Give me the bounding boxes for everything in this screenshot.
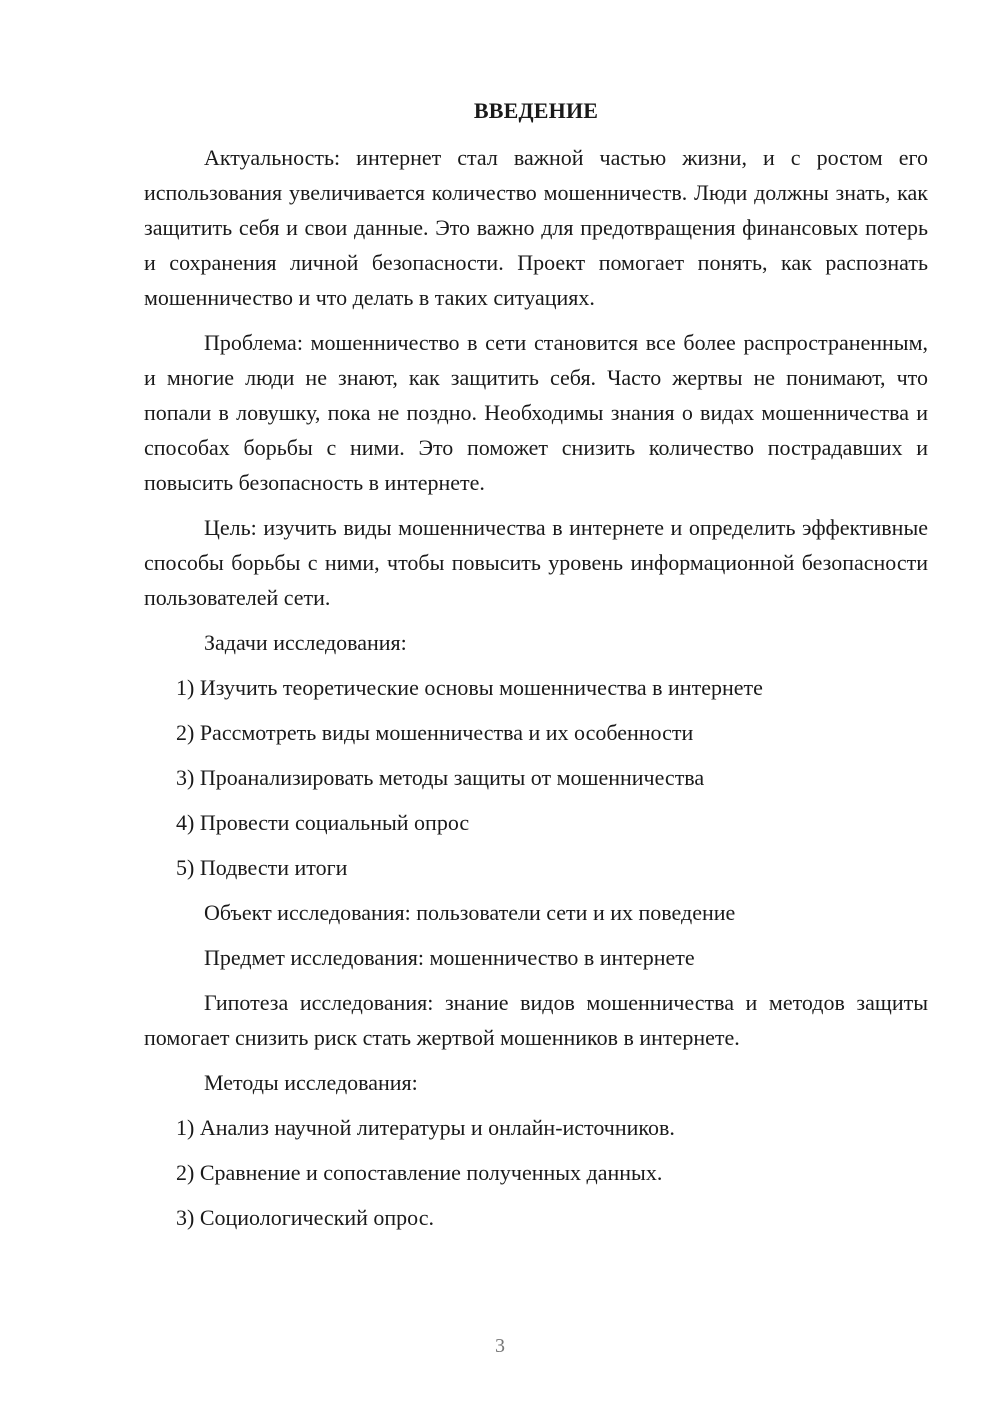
hypothesis-paragraph: Гипотеза исследования: знание видов мошенничества и методов защиты помогает снизить риск стать жертвой мошенников в интернете. <box>144 990 928 1050</box>
task-item-1: 1) Изучить теоретические основы мошенничества в интернете <box>176 675 763 700</box>
method-item-3: 3) Социологический опрос. <box>176 1205 434 1230</box>
task-item-3: 3) Проанализировать методы защиты от мошенничества <box>176 765 705 790</box>
research-object: Объект исследования: пользователи сети и их поведение <box>204 900 736 925</box>
method-item-1: 1) Анализ научной литературы и онлайн-источников. <box>176 1115 675 1140</box>
page-title: ВВЕДЕНИЕ <box>473 98 599 123</box>
task-item-2: 2) Рассмотреть виды мошенничества и их особенности <box>176 720 694 745</box>
page-number: 3 <box>495 1335 505 1357</box>
methods-heading: Методы исследования: <box>204 1070 418 1095</box>
method-item-2: 2) Сравнение и сопоставление полученных данных. <box>176 1160 663 1185</box>
problem-paragraph: Проблема: мошенничество в сети становится все более распространенным, и многие люди не знают, как защитить себя. Часто жертвы не понимают, что попали в ловушку, пока не поздно. Необходимы знания о видах мошенничества и способах борьбы с ними. Это поможет снизить количество пострадавших и повысить безопасность в интернете. <box>144 330 928 495</box>
research-subject: Предмет исследования: мошенничество в интернете <box>204 945 695 970</box>
page-body <box>144 96 928 1245</box>
relevance-paragraph: Актуальность: интернет стал важной частью жизни, и с ростом его использования увеличивается количество мошенничеств. Люди должны знать, как защитить себя и свои данные. Это важно для предотвращения финансовых потерь и сохранения личной безопасности. Проект помогает понять, как распознать мошенничество и что делать в таких ситуациях. <box>144 145 928 310</box>
goal-paragraph: Цель: изучить виды мошенничества в интернете и определить эффективные способы борьбы с ними, чтобы повысить уровень информационной безопасности пользователей сети. <box>144 515 928 610</box>
task-item-4: 4) Провести социальный опрос <box>176 810 470 835</box>
tasks-heading: Задачи исследования: <box>204 630 407 655</box>
task-item-5: 5) Подвести итоги <box>176 855 348 880</box>
